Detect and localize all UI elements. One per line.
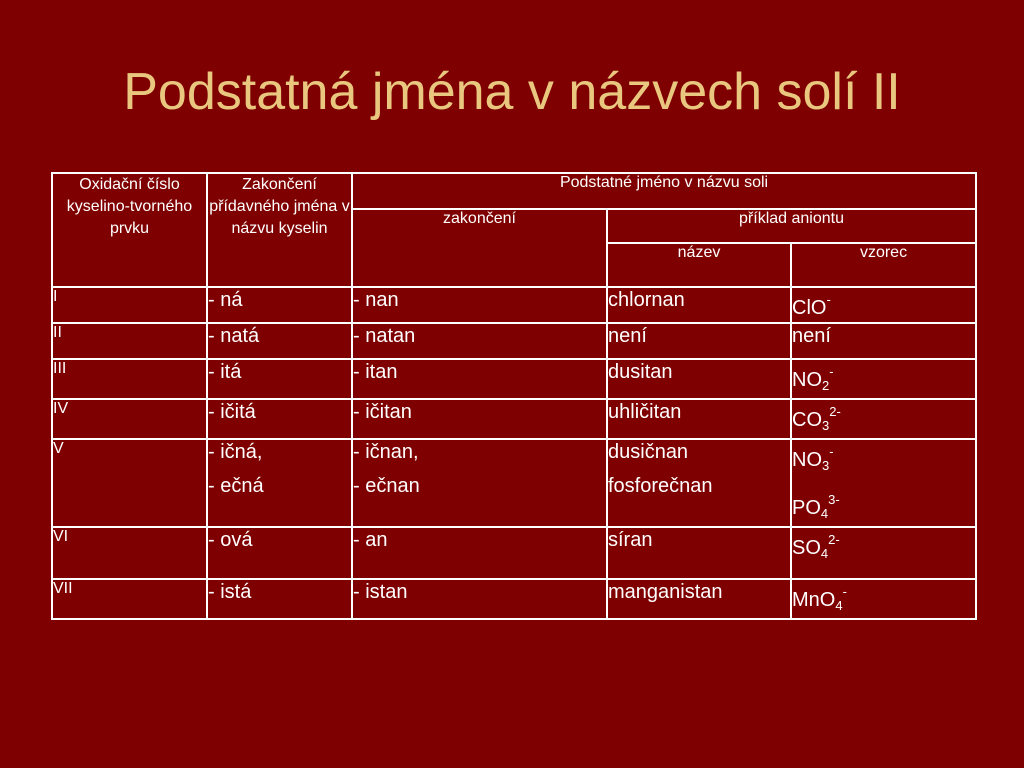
header-ending: zakončení — [352, 209, 607, 287]
acid-ending-cell: - natá — [207, 323, 352, 359]
oxidation-cell: IV — [52, 399, 207, 439]
table-row — [52, 359, 976, 399]
salt-ending-cell: - istan — [352, 579, 607, 619]
acid-ending-line: - ečná — [208, 475, 264, 497]
salt-names-table — [51, 172, 977, 620]
header-anion-example: příklad aniontu — [607, 209, 976, 243]
acid-ending-cell: - itá — [207, 359, 352, 399]
formula-base: CO — [792, 409, 822, 431]
formula-base: PO — [792, 497, 821, 519]
oxidation-cell: II — [52, 323, 207, 359]
anion-name-line: fosforečnan — [608, 475, 713, 497]
acid-ending-cell — [207, 439, 352, 527]
oxidation-cell: III — [52, 359, 207, 399]
formula-charge: 2- — [829, 404, 841, 419]
header-oxidation: Oxidační číslo kyselino-tvorného prvku — [52, 173, 207, 287]
anion-name-cell: manganistan — [607, 579, 791, 619]
formula-cell — [791, 287, 976, 323]
formula-base: MnO — [792, 589, 836, 611]
formula-charge: - — [829, 444, 834, 459]
formula-cell — [791, 579, 976, 619]
acid-ending-cell: - ová — [207, 527, 352, 579]
anion-name-cell: dusitan — [607, 359, 791, 399]
formula-charge: - — [826, 292, 831, 307]
oxidation-cell: I — [52, 287, 207, 323]
header-row-1 — [52, 173, 976, 209]
acid-ending-cell: - ičitá — [207, 399, 352, 439]
salt-ending-cell — [352, 439, 607, 527]
formula-charge: 3- — [828, 492, 840, 507]
slide-title: Podstatná jména v názvech solí II — [123, 63, 901, 121]
formula-subscript: 3 — [822, 458, 830, 473]
table-row — [52, 579, 976, 619]
acid-ending-cell: - ná — [207, 287, 352, 323]
acid-ending-line: - ičná, — [208, 441, 263, 463]
anion-name-cell: uhličitan — [607, 399, 791, 439]
header-name: název — [607, 243, 791, 287]
salt-ending-cell: - an — [352, 527, 607, 579]
anion-name-cell: není — [607, 323, 791, 359]
salt-ending-cell: - natan — [352, 323, 607, 359]
anion-name-line: dusičnan — [608, 441, 689, 463]
formula-cell — [791, 323, 976, 359]
formula-subscript: 4 — [820, 546, 829, 561]
anion-name-cell: síran — [607, 527, 791, 579]
formula-subscript: 2 — [822, 378, 830, 393]
header-formula: vzorec — [791, 243, 976, 287]
formula-base: NO — [792, 369, 822, 391]
formula-base: SO — [792, 537, 821, 559]
table-row — [52, 527, 976, 579]
salt-ending-cell: - ičitan — [352, 399, 607, 439]
formula-subscript: 4 — [835, 598, 843, 613]
acid-ending-cell: - istá — [207, 579, 352, 619]
formula-charge: 2- — [828, 532, 840, 547]
formula-charge: - — [842, 584, 847, 599]
formula-base: není — [792, 325, 831, 347]
header-acid-ending: Zakončení přídavného jména v názvu kyselin — [207, 173, 352, 287]
salt-ending-cell: - nan — [352, 287, 607, 323]
table-row — [52, 287, 976, 323]
formula-base: ClO — [792, 297, 827, 319]
formula-cell — [791, 527, 976, 579]
oxidation-cell: VII — [52, 579, 207, 619]
formula-line — [792, 488, 975, 526]
formula-subscript: 4 — [820, 506, 829, 521]
salt-ending-line: - ečnan — [353, 475, 420, 497]
formula-cell — [791, 399, 976, 439]
formula-cell — [791, 359, 976, 399]
table-row — [52, 439, 976, 527]
salt-ending-cell: - itan — [352, 359, 607, 399]
header-noun-group: Podstatné jméno v názvu soli — [352, 173, 976, 209]
anion-name-cell — [607, 439, 791, 527]
oxidation-cell: VI — [52, 527, 207, 579]
oxidation-cell: V — [52, 439, 207, 527]
formula-base: NO — [792, 449, 822, 471]
table-row — [52, 399, 976, 439]
formula-charge: - — [829, 364, 834, 379]
formula-cell — [791, 439, 976, 527]
formula-subscript: 3 — [822, 418, 830, 433]
anion-name-cell: chlornan — [607, 287, 791, 323]
salt-ending-line: - ičnan, — [353, 441, 419, 463]
table-row — [52, 323, 976, 359]
formula-line — [792, 444, 834, 473]
